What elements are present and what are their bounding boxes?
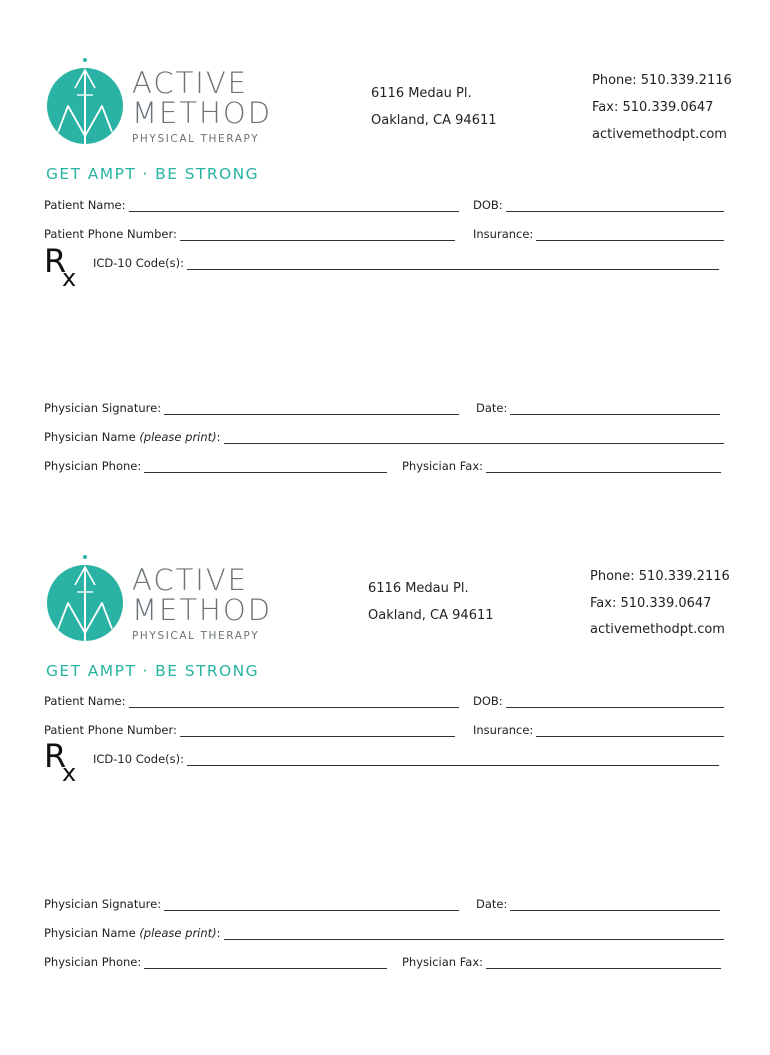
- date-line[interactable]: [510, 404, 720, 415]
- patient-phone-line[interactable]: [180, 230, 455, 241]
- brand-wordmark: [132, 68, 272, 145]
- patient-phone-label: Patient Phone Number:: [44, 723, 177, 737]
- physician-phone-field[interactable]: [44, 459, 387, 473]
- svg-text:x: x: [62, 264, 77, 288]
- physician-signature-field[interactable]: [44, 401, 459, 415]
- physician-name-line[interactable]: [224, 433, 724, 444]
- website: activemethodpt.com: [590, 622, 725, 637]
- brand-wordmark: [132, 565, 272, 642]
- physician-name-colon: :: [216, 430, 221, 444]
- date-field[interactable]: [476, 897, 720, 911]
- brand-subtitle: PHYSICAL THERAPY: [132, 133, 260, 145]
- address-street: 6116 Medau Pl.: [371, 86, 472, 101]
- dob-line[interactable]: [506, 697, 724, 708]
- physician-fax-line[interactable]: [486, 462, 721, 473]
- physician-fax-label: Physician Fax:: [402, 955, 484, 969]
- patient-phone-field[interactable]: [44, 723, 455, 737]
- address-street: 6116 Medau Pl.: [368, 581, 469, 596]
- fax-number: Fax: 510.339.0647: [592, 100, 714, 115]
- physician-phone-label: Physician Phone:: [44, 955, 142, 969]
- dob-label: DOB:: [473, 198, 503, 212]
- physician-phone-line[interactable]: [144, 958, 387, 969]
- physician-signature-field[interactable]: [44, 897, 459, 911]
- physician-fax-field[interactable]: [402, 459, 721, 473]
- date-line[interactable]: [510, 900, 720, 911]
- dob-line[interactable]: [506, 201, 724, 212]
- dob-field[interactable]: [473, 198, 724, 212]
- physician-phone-line[interactable]: [144, 462, 387, 473]
- brand-name-line2: METHOD: [132, 593, 273, 627]
- icd10-label: ICD-10 Code(s):: [93, 256, 184, 270]
- icd10-line[interactable]: [187, 259, 719, 270]
- icd10-field[interactable]: [93, 256, 719, 270]
- physician-fax-line[interactable]: [486, 958, 721, 969]
- physician-name-field[interactable]: [44, 430, 724, 444]
- please-print-note: (please print): [139, 430, 217, 444]
- physician-name-label: Physician Name: [44, 430, 136, 444]
- brand-name-line2: METHOD: [132, 96, 273, 130]
- address-city: Oakland, CA 94611: [368, 608, 494, 623]
- insurance-label: Insurance:: [473, 723, 534, 737]
- insurance-label: Insurance:: [473, 227, 534, 241]
- date-field[interactable]: [476, 401, 720, 415]
- active-method-logo-icon: [44, 58, 126, 154]
- phone-number: Phone: 510.339.2116: [590, 569, 730, 584]
- insurance-field[interactable]: [473, 723, 724, 737]
- address-city: Oakland, CA 94611: [371, 113, 497, 128]
- brand-subtitle: PHYSICAL THERAPY: [132, 630, 260, 642]
- physician-signature-label: Physician Signature:: [44, 401, 162, 415]
- prescription-form-1: [0, 58, 770, 558]
- physician-name-field[interactable]: [44, 926, 724, 940]
- icd10-field[interactable]: [93, 752, 719, 766]
- brand-name-line1: ACTIVE: [132, 66, 249, 100]
- physician-phone-field[interactable]: [44, 955, 387, 969]
- physician-signature-line[interactable]: [164, 900, 459, 911]
- physician-name-line[interactable]: [224, 929, 724, 940]
- svg-text:R: R: [44, 741, 67, 775]
- dob-label: DOB:: [473, 694, 503, 708]
- insurance-line[interactable]: [536, 726, 724, 737]
- patient-name-label: Patient Name:: [44, 694, 126, 708]
- active-method-logo-icon: [44, 555, 126, 651]
- rx-icon: [44, 741, 88, 783]
- insurance-field[interactable]: [473, 227, 724, 241]
- physician-signature-line[interactable]: [164, 404, 459, 415]
- patient-phone-field[interactable]: [44, 227, 455, 241]
- physician-fax-label: Physician Fax:: [402, 459, 484, 473]
- please-print-note: (please print): [139, 926, 217, 940]
- svg-text:x: x: [62, 759, 77, 783]
- physician-phone-label: Physician Phone:: [44, 459, 142, 473]
- date-label: Date:: [476, 897, 508, 911]
- physician-fax-field[interactable]: [402, 955, 721, 969]
- patient-phone-label: Patient Phone Number:: [44, 227, 177, 241]
- rx-icon: [44, 246, 88, 288]
- patient-name-label: Patient Name:: [44, 198, 126, 212]
- brand-name-line1: ACTIVE: [132, 563, 249, 597]
- patient-name-field[interactable]: [44, 694, 459, 708]
- physician-name-colon: :: [216, 926, 221, 940]
- icd10-label: ICD-10 Code(s):: [93, 752, 184, 766]
- patient-phone-line[interactable]: [180, 726, 455, 737]
- fax-number: Fax: 510.339.0647: [590, 596, 712, 611]
- prescription-form-2: [0, 555, 770, 1055]
- phone-number: Phone: 510.339.2116: [592, 73, 732, 88]
- tagline: GET AMPT · BE STRONG: [46, 165, 260, 183]
- tagline: GET AMPT · BE STRONG: [46, 662, 260, 680]
- date-label: Date:: [476, 401, 508, 415]
- svg-text:R: R: [44, 246, 67, 280]
- physician-signature-label: Physician Signature:: [44, 897, 162, 911]
- patient-name-field[interactable]: [44, 198, 459, 212]
- dob-field[interactable]: [473, 694, 724, 708]
- patient-name-line[interactable]: [129, 697, 459, 708]
- icd10-line[interactable]: [187, 755, 719, 766]
- website: activemethodpt.com: [592, 127, 727, 142]
- insurance-line[interactable]: [536, 230, 724, 241]
- physician-name-label: Physician Name: [44, 926, 136, 940]
- patient-name-line[interactable]: [129, 201, 459, 212]
